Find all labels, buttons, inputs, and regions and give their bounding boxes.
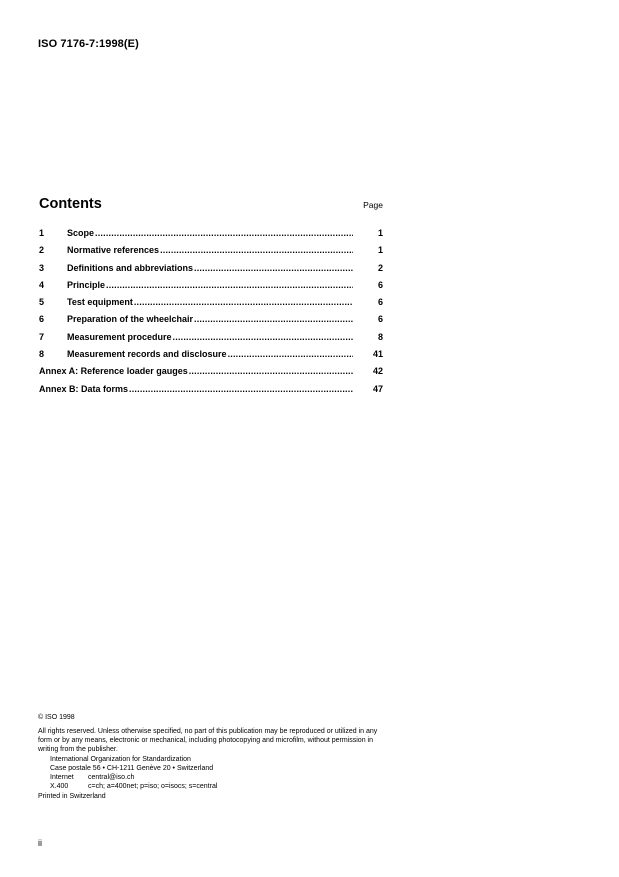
toc-entry-page: 6 [377, 314, 383, 325]
toc-entry-number: 6 [39, 314, 45, 325]
toc-entry-number: 7 [39, 331, 45, 342]
toc-entry-principle[interactable] [39, 280, 383, 297]
page-column-label: Page [363, 200, 383, 210]
internet-contact [50, 773, 388, 782]
toc-entry-preparation[interactable] [39, 314, 383, 331]
x400-value: c=ch; a=400net; p=iso; o=isocs; s=central [88, 783, 218, 790]
toc-entry-page: 6 [377, 279, 383, 290]
toc-entry-page: 1 [377, 228, 383, 238]
toc-entry-number: 4 [39, 279, 45, 290]
toc-entry-normative-references[interactable] [39, 245, 383, 262]
contents-heading: Contents [39, 196, 102, 212]
table-of-contents [39, 228, 383, 401]
rights-statement: All rights reserved. Unless otherwise specified, no part of this publication may be reproduced or utilized in any form or by any means, electronic or mechanical, including photocopying and microfilm, without permission in writing from the publisher. [38, 728, 378, 753]
toc-entry-number: 8 [39, 349, 45, 360]
dot-leader [106, 280, 353, 290]
publisher-address [50, 755, 388, 791]
toc-entry-measurement-procedure[interactable] [39, 332, 383, 349]
toc-entry-definitions[interactable] [39, 263, 383, 280]
toc-entry-test-equipment[interactable] [39, 297, 383, 314]
toc-entry-title: Principle [67, 279, 106, 290]
toc-entry-scope[interactable] [39, 228, 383, 245]
toc-entry-page: 1 [377, 245, 383, 256]
toc-entry-title: Scope [67, 228, 95, 238]
toc-entry-title: Definitions and abbreviations [67, 262, 194, 273]
copyright-block [38, 713, 388, 801]
toc-entry-page: 47 [372, 383, 383, 394]
document-id: ISO 7176-7:1998(E) [38, 38, 139, 50]
dot-leader [189, 366, 353, 376]
toc-entry-number: 1 [39, 228, 45, 238]
toc-entry-page: 42 [372, 366, 383, 377]
toc-entry-page: 2 [377, 262, 383, 273]
dot-leader [173, 332, 353, 342]
toc-entry-title: Measurement records and disclosure [67, 349, 227, 360]
toc-entry-title: Annex A: Reference loader gauges [39, 366, 188, 377]
dot-leader [194, 263, 353, 273]
x400-label: X.400 [50, 783, 69, 790]
copyright-notice: © ISO 1998 [38, 714, 75, 721]
x400-contact [50, 782, 388, 791]
toc-entry-measurement-records[interactable] [39, 349, 383, 366]
internet-value[interactable]: central@iso.ch [88, 774, 135, 781]
dot-leader [160, 245, 353, 255]
toc-entry-number: 5 [39, 297, 45, 308]
dot-leader [194, 314, 353, 324]
toc-entry-page: 8 [377, 331, 383, 342]
internet-label: Internet [50, 774, 74, 781]
dot-leader [228, 349, 353, 359]
toc-entry-title: Annex B: Data forms [39, 383, 129, 394]
dot-leader [134, 297, 353, 307]
page-number: ii [38, 838, 42, 848]
toc-entry-title: Test equipment [67, 297, 133, 308]
dot-leader [95, 228, 353, 238]
toc-entry-title: Preparation of the wheelchair [67, 314, 194, 325]
toc-entry-page: 6 [377, 297, 383, 308]
postal-address: Case postale 56 • CH-1211 Genève 20 • Switzerland [50, 765, 214, 772]
toc-entry-annex-b[interactable] [39, 384, 383, 401]
dot-leader [129, 384, 353, 394]
toc-entry-number: 2 [39, 245, 45, 256]
toc-entry-title: Normative references [67, 245, 160, 256]
toc-entry-title: Measurement procedure [67, 331, 172, 342]
organization-name: International Organization for Standardization [50, 756, 191, 763]
printed-in: Printed in Switzerland [38, 793, 106, 800]
toc-entry-number: 3 [39, 262, 45, 273]
toc-entry-annex-a[interactable] [39, 366, 383, 383]
toc-entry-page: 41 [372, 349, 383, 360]
